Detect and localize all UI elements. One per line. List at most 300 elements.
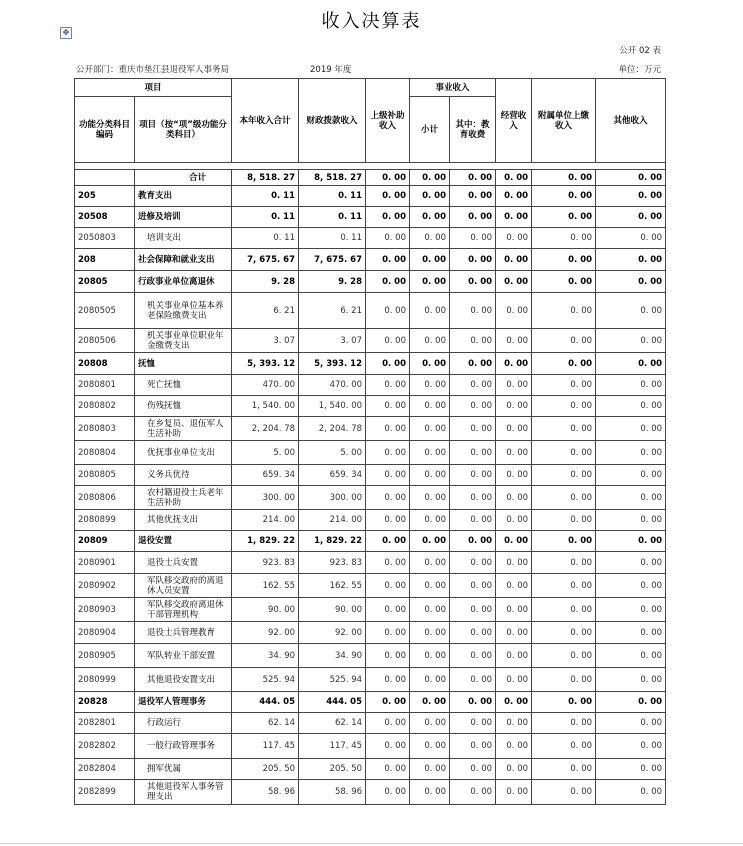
total-cell: 0. 11	[232, 228, 299, 249]
other-cell: 0. 00	[596, 668, 666, 692]
code-cell: 2080904	[75, 622, 135, 644]
operating-cell: 0. 00	[496, 329, 532, 353]
career-cell: 0. 00	[410, 510, 450, 531]
superior-cell: 0. 00	[366, 207, 410, 228]
other-cell: 0. 00	[596, 375, 666, 396]
total-cell: 8, 518. 27	[232, 170, 299, 186]
affiliated-cell: 0. 00	[532, 486, 596, 510]
name-cell: 机关事业单位职业年金缴费支出	[135, 329, 232, 353]
name-cell: 退役士兵管理教育	[135, 622, 232, 644]
table-move-handle-icon[interactable]: ✥	[60, 27, 72, 39]
name-cell: 其他退役军人事务管理支出	[135, 780, 232, 805]
table-row	[75, 552, 666, 574]
code-cell: 2080905	[75, 644, 135, 668]
operating-cell: 0. 00	[496, 170, 532, 186]
career-cell: 0. 00	[410, 598, 450, 622]
name-cell: 其他优抚支出	[135, 510, 232, 531]
career-cell: 0. 00	[410, 486, 450, 510]
other-cell: 0. 00	[596, 734, 666, 759]
table-row	[75, 713, 666, 734]
code-cell: 2080803	[75, 417, 135, 441]
table-row	[75, 417, 666, 441]
fiscal-cell: 7, 675. 67	[299, 249, 366, 271]
name-cell: 行政运行	[135, 713, 232, 734]
other-cell: 0. 00	[596, 228, 666, 249]
page-title: 收入决算表	[321, 11, 422, 32]
career-cell: 0. 00	[410, 271, 450, 293]
name-cell: 一般行政管理事务	[135, 734, 232, 759]
name-cell: 军队移交政府离退休干部管理机构	[135, 598, 232, 622]
career-cell: 0. 00	[410, 417, 450, 441]
affiliated-cell: 0. 00	[532, 780, 596, 805]
total-cell: 470. 00	[232, 375, 299, 396]
code-cell: 208	[75, 249, 135, 271]
operating-cell: 0. 00	[496, 622, 532, 644]
affiliated-cell: 0. 00	[532, 465, 596, 486]
affiliated-cell: 0. 00	[532, 417, 596, 441]
career-cell: 0. 00	[410, 759, 450, 780]
affiliated-cell: 0. 00	[532, 170, 596, 186]
table-row	[75, 486, 666, 510]
edu-cell: 0. 00	[450, 170, 496, 186]
career-header: 事业收入	[410, 79, 496, 97]
code-cell: 2080903	[75, 598, 135, 622]
operating-cell: 0. 00	[496, 417, 532, 441]
other-cell: 0. 00	[596, 531, 666, 552]
edu-cell: 0. 00	[450, 692, 496, 713]
edu-cell: 0. 00	[450, 293, 496, 329]
superior-cell: 0. 00	[366, 759, 410, 780]
name-cell: 优抚事业单位支出	[135, 441, 232, 465]
table-row	[75, 668, 666, 692]
career-edu-header: 其中：教育收费	[450, 97, 496, 163]
affiliated-cell: 0. 00	[532, 441, 596, 465]
fiscal-cell: 6. 21	[299, 293, 366, 329]
career-cell: 0. 00	[410, 441, 450, 465]
edu-cell: 0. 00	[450, 644, 496, 668]
affiliated-cell: 0. 00	[532, 598, 596, 622]
code-cell	[75, 170, 135, 186]
superior-cell: 0. 00	[366, 228, 410, 249]
fiscal-cell: 3. 07	[299, 329, 366, 353]
name-cell: 退役士兵安置	[135, 552, 232, 574]
career-cell: 0. 00	[410, 249, 450, 271]
code-cell: 2082804	[75, 759, 135, 780]
operating-cell: 0. 00	[496, 353, 532, 375]
header-row-item	[75, 79, 666, 97]
total-cell: 9. 28	[232, 271, 299, 293]
name-cell: 义务兵优待	[135, 465, 232, 486]
edu-cell: 0. 00	[450, 396, 496, 417]
name-cell: 伤残抚恤	[135, 396, 232, 417]
career-cell: 0. 00	[410, 780, 450, 805]
edu-cell: 0. 00	[450, 271, 496, 293]
superior-cell: 0. 00	[366, 531, 410, 552]
name-cell: 培训支出	[135, 228, 232, 249]
affiliated-cell: 0. 00	[532, 692, 596, 713]
table-row	[75, 353, 666, 375]
fiscal-cell: 58. 96	[299, 780, 366, 805]
fiscal-cell: 162. 55	[299, 574, 366, 598]
code-cell: 2080802	[75, 396, 135, 417]
operating-cell: 0. 00	[496, 228, 532, 249]
affiliated-cell: 0. 00	[532, 249, 596, 271]
affiliated-cell: 0. 00	[532, 207, 596, 228]
operating-cell: 0. 00	[496, 375, 532, 396]
total-cell: 6. 21	[232, 293, 299, 329]
other-cell: 0. 00	[596, 417, 666, 441]
edu-cell: 0. 00	[450, 417, 496, 441]
affiliated-cell: 0. 00	[532, 396, 596, 417]
other-cell: 0. 00	[596, 329, 666, 353]
operating-cell: 0. 00	[496, 644, 532, 668]
other-cell: 0. 00	[596, 271, 666, 293]
total-cell: 0. 11	[232, 207, 299, 228]
superior-cell: 0. 00	[366, 780, 410, 805]
career-cell: 0. 00	[410, 713, 450, 734]
name-cell: 军队移交政府的离退休人员安置	[135, 574, 232, 598]
other-cell: 0. 00	[596, 186, 666, 207]
fiscal-cell: 214. 00	[299, 510, 366, 531]
operating-cell: 0. 00	[496, 293, 532, 329]
name-cell: 抚恤	[135, 353, 232, 375]
operating-cell: 0. 00	[496, 734, 532, 759]
name-cell: 拥军优属	[135, 759, 232, 780]
operating-cell: 0. 00	[496, 531, 532, 552]
other-cell: 0. 00	[596, 396, 666, 417]
affiliated-cell: 0. 00	[532, 552, 596, 574]
name-cell: 其他退役安置支出	[135, 668, 232, 692]
name-cell: 社会保障和就业支出	[135, 249, 232, 271]
name-header: 项目（按“项”级功能分类科目）	[135, 97, 232, 163]
career-cell: 0. 00	[410, 692, 450, 713]
superior-cell: 0. 00	[366, 552, 410, 574]
total-cell: 300. 00	[232, 486, 299, 510]
code-cell: 2082802	[75, 734, 135, 759]
code-cell: 20805	[75, 271, 135, 293]
career-cell: 0. 00	[410, 228, 450, 249]
table-row	[75, 531, 666, 552]
table-row	[75, 574, 666, 598]
career-cell: 0. 00	[410, 170, 450, 186]
other-cell: 0. 00	[596, 759, 666, 780]
table-row	[75, 396, 666, 417]
code-cell: 2080804	[75, 441, 135, 465]
other-cell: 0. 00	[596, 622, 666, 644]
name-cell: 退役军人管理事务	[135, 692, 232, 713]
fiscal-cell: 34. 90	[299, 644, 366, 668]
affiliated-cell: 0. 00	[532, 734, 596, 759]
affiliated-cell: 0. 00	[532, 644, 596, 668]
fiscal-cell: 90. 00	[299, 598, 366, 622]
edu-cell: 0. 00	[450, 531, 496, 552]
edu-cell: 0. 00	[450, 713, 496, 734]
total-header: 本年收入合计	[232, 79, 299, 163]
superior-cell: 0. 00	[366, 170, 410, 186]
superior-cell: 0. 00	[366, 271, 410, 293]
other-cell: 0. 00	[596, 644, 666, 668]
affiliated-cell: 0. 00	[532, 510, 596, 531]
edu-cell: 0. 00	[450, 780, 496, 805]
table-body	[75, 163, 666, 805]
operating-cell: 0. 00	[496, 574, 532, 598]
code-cell: 20828	[75, 692, 135, 713]
edu-cell: 0. 00	[450, 207, 496, 228]
other-cell: 0. 00	[596, 574, 666, 598]
affiliated-cell: 0. 00	[532, 622, 596, 644]
total-cell: 2, 204. 78	[232, 417, 299, 441]
career-cell: 0. 00	[410, 552, 450, 574]
operating-cell: 0. 00	[496, 668, 532, 692]
operating-header: 经营收入	[496, 79, 532, 163]
affiliated-cell: 0. 00	[532, 353, 596, 375]
edu-cell: 0. 00	[450, 228, 496, 249]
operating-cell: 0. 00	[496, 552, 532, 574]
total-cell: 0. 11	[232, 186, 299, 207]
name-cell: 农村籍退役士兵老年生活补助	[135, 486, 232, 510]
total-cell: 5, 393. 12	[232, 353, 299, 375]
fiscal-cell: 1, 540. 00	[299, 396, 366, 417]
table-row	[75, 692, 666, 713]
career-cell: 0. 00	[410, 375, 450, 396]
other-cell: 0. 00	[596, 713, 666, 734]
other-cell: 0. 00	[596, 170, 666, 186]
total-cell: 7, 675. 67	[232, 249, 299, 271]
code-cell: 205	[75, 186, 135, 207]
code-cell: 2080901	[75, 552, 135, 574]
affiliated-cell: 0. 00	[532, 759, 596, 780]
name-cell: 教育支出	[135, 186, 232, 207]
fiscal-cell: 5. 00	[299, 441, 366, 465]
total-cell: 62. 14	[232, 713, 299, 734]
table-row	[75, 228, 666, 249]
affiliated-header: 附属单位上缴收入	[532, 79, 596, 163]
career-cell: 0. 00	[410, 186, 450, 207]
operating-cell: 0. 00	[496, 186, 532, 207]
table-row	[75, 293, 666, 329]
name-cell: 机关事业单位基本养老保险缴费支出	[135, 293, 232, 329]
fiscal-cell: 117. 45	[299, 734, 366, 759]
operating-cell: 0. 00	[496, 759, 532, 780]
total-cell: 205. 50	[232, 759, 299, 780]
table-row	[75, 375, 666, 396]
edu-cell: 0. 00	[450, 759, 496, 780]
affiliated-cell: 0. 00	[532, 228, 596, 249]
superior-cell: 0. 00	[366, 622, 410, 644]
career-cell: 0. 00	[410, 644, 450, 668]
table-row	[75, 622, 666, 644]
code-cell: 20508	[75, 207, 135, 228]
table-row	[75, 510, 666, 531]
operating-cell: 0. 00	[496, 713, 532, 734]
total-cell: 5. 00	[232, 441, 299, 465]
fiscal-cell: 2, 204. 78	[299, 417, 366, 441]
fiscal-cell: 0. 11	[299, 228, 366, 249]
superior-cell: 0. 00	[366, 396, 410, 417]
superior-cell: 0. 00	[366, 692, 410, 713]
total-cell: 525. 94	[232, 668, 299, 692]
edu-cell: 0. 00	[450, 249, 496, 271]
fiscal-cell: 62. 14	[299, 713, 366, 734]
operating-cell: 0. 00	[496, 510, 532, 531]
fiscal-cell: 300. 00	[299, 486, 366, 510]
career-cell: 0. 00	[410, 668, 450, 692]
income-final-accounts-table	[74, 78, 666, 805]
operating-cell: 0. 00	[496, 780, 532, 805]
edu-cell: 0. 00	[450, 486, 496, 510]
code-cell: 20808	[75, 353, 135, 375]
career-cell: 0. 00	[410, 207, 450, 228]
fiscal-cell: 470. 00	[299, 375, 366, 396]
superior-cell: 0. 00	[366, 668, 410, 692]
edu-cell: 0. 00	[450, 510, 496, 531]
code-header: 功能分类科目编码	[75, 97, 135, 163]
other-cell: 0. 00	[596, 692, 666, 713]
operating-cell: 0. 00	[496, 396, 532, 417]
code-cell: 2080805	[75, 465, 135, 486]
code-cell: 2080902	[75, 574, 135, 598]
name-cell: 军队转业干部安置	[135, 644, 232, 668]
superior-cell: 0. 00	[366, 186, 410, 207]
header-spacer-row	[75, 163, 666, 170]
other-cell: 0. 00	[596, 207, 666, 228]
total-cell: 923. 83	[232, 552, 299, 574]
fiscal-cell: 444. 05	[299, 692, 366, 713]
total-cell: 162. 55	[232, 574, 299, 598]
total-cell: 659. 34	[232, 465, 299, 486]
career-subtotal-header: 小计	[410, 97, 450, 163]
edu-cell: 0. 00	[450, 734, 496, 759]
total-cell: 34. 90	[232, 644, 299, 668]
edu-cell: 0. 00	[450, 574, 496, 598]
table-row	[75, 644, 666, 668]
other-cell: 0. 00	[596, 465, 666, 486]
item-header: 项目	[75, 79, 232, 97]
other-cell: 0. 00	[596, 293, 666, 329]
code-cell: 2080806	[75, 486, 135, 510]
edu-cell: 0. 00	[450, 186, 496, 207]
total-cell: 58. 96	[232, 780, 299, 805]
other-cell: 0. 00	[596, 486, 666, 510]
unit-label: 单位：万元	[618, 65, 661, 75]
code-cell: 2080899	[75, 510, 135, 531]
table-row	[75, 329, 666, 353]
code-cell: 2080506	[75, 329, 135, 353]
fiscal-cell: 659. 34	[299, 465, 366, 486]
total-cell: 90. 00	[232, 598, 299, 622]
edu-cell: 0. 00	[450, 441, 496, 465]
fiscal-header: 财政拨款收入	[299, 79, 366, 163]
name-cell: 退役安置	[135, 531, 232, 552]
code-cell: 2082801	[75, 713, 135, 734]
other-cell: 0. 00	[596, 598, 666, 622]
superior-cell: 0. 00	[366, 293, 410, 329]
superior-cell: 0. 00	[366, 353, 410, 375]
edu-cell: 0. 00	[450, 465, 496, 486]
fiscal-cell: 9. 28	[299, 271, 366, 293]
superior-cell: 0. 00	[366, 713, 410, 734]
superior-cell: 0. 00	[366, 598, 410, 622]
superior-cell: 0. 00	[366, 465, 410, 486]
affiliated-cell: 0. 00	[532, 329, 596, 353]
superior-cell: 0. 00	[366, 486, 410, 510]
name-cell: 合计	[135, 170, 232, 186]
other-cell: 0. 00	[596, 353, 666, 375]
name-cell: 进修及培训	[135, 207, 232, 228]
affiliated-cell: 0. 00	[532, 713, 596, 734]
operating-cell: 0. 00	[496, 598, 532, 622]
department-label: 公开部门：重庆市垫江县退役军人事务局	[76, 65, 230, 75]
table-row	[75, 249, 666, 271]
other-cell: 0. 00	[596, 510, 666, 531]
career-cell: 0. 00	[410, 353, 450, 375]
operating-cell: 0. 00	[496, 486, 532, 510]
affiliated-cell: 0. 00	[532, 293, 596, 329]
name-cell: 在乡复员、退伍军人生活补助	[135, 417, 232, 441]
other-cell: 0. 00	[596, 441, 666, 465]
superior-cell: 0. 00	[366, 375, 410, 396]
other-header: 其他收入	[596, 79, 666, 163]
table-row	[75, 598, 666, 622]
other-cell: 0. 00	[596, 780, 666, 805]
table-row	[75, 734, 666, 759]
career-cell: 0. 00	[410, 531, 450, 552]
total-cell: 444. 05	[232, 692, 299, 713]
operating-cell: 0. 00	[496, 271, 532, 293]
superior-cell: 0. 00	[366, 329, 410, 353]
superior-cell: 0. 00	[366, 734, 410, 759]
total-cell: 214. 00	[232, 510, 299, 531]
operating-cell: 0. 00	[496, 441, 532, 465]
code-cell: 2080505	[75, 293, 135, 329]
fiscal-cell: 92. 00	[299, 622, 366, 644]
operating-cell: 0. 00	[496, 692, 532, 713]
operating-cell: 0. 00	[496, 207, 532, 228]
total-cell: 1, 540. 00	[232, 396, 299, 417]
operating-cell: 0. 00	[496, 249, 532, 271]
page-bottom-border	[0, 843, 743, 844]
code-cell: 2080999	[75, 668, 135, 692]
code-cell: 2082899	[75, 780, 135, 805]
fiscal-cell: 5, 393. 12	[299, 353, 366, 375]
code-cell: 20809	[75, 531, 135, 552]
affiliated-cell: 0. 00	[532, 271, 596, 293]
table-row	[75, 780, 666, 805]
affiliated-cell: 0. 00	[532, 668, 596, 692]
superior-cell: 0. 00	[366, 441, 410, 465]
table-row	[75, 207, 666, 228]
table-row	[75, 170, 666, 186]
form-number: 公开 02 表	[619, 46, 661, 56]
other-cell: 0. 00	[596, 552, 666, 574]
fiscal-cell: 923. 83	[299, 552, 366, 574]
career-cell: 0. 00	[410, 329, 450, 353]
edu-cell: 0. 00	[450, 329, 496, 353]
career-cell: 0. 00	[410, 293, 450, 329]
edu-cell: 0. 00	[450, 622, 496, 644]
superior-cell: 0. 00	[366, 644, 410, 668]
affiliated-cell: 0. 00	[532, 574, 596, 598]
other-cell: 0. 00	[596, 249, 666, 271]
operating-cell: 0. 00	[496, 465, 532, 486]
code-cell: 2050803	[75, 228, 135, 249]
edu-cell: 0. 00	[450, 552, 496, 574]
fiscal-cell: 8, 518. 27	[299, 170, 366, 186]
superior-header: 上级补助收入	[366, 79, 410, 163]
total-cell: 117. 45	[232, 734, 299, 759]
total-cell: 1, 829. 22	[232, 531, 299, 552]
name-cell: 行政事业单位离退休	[135, 271, 232, 293]
